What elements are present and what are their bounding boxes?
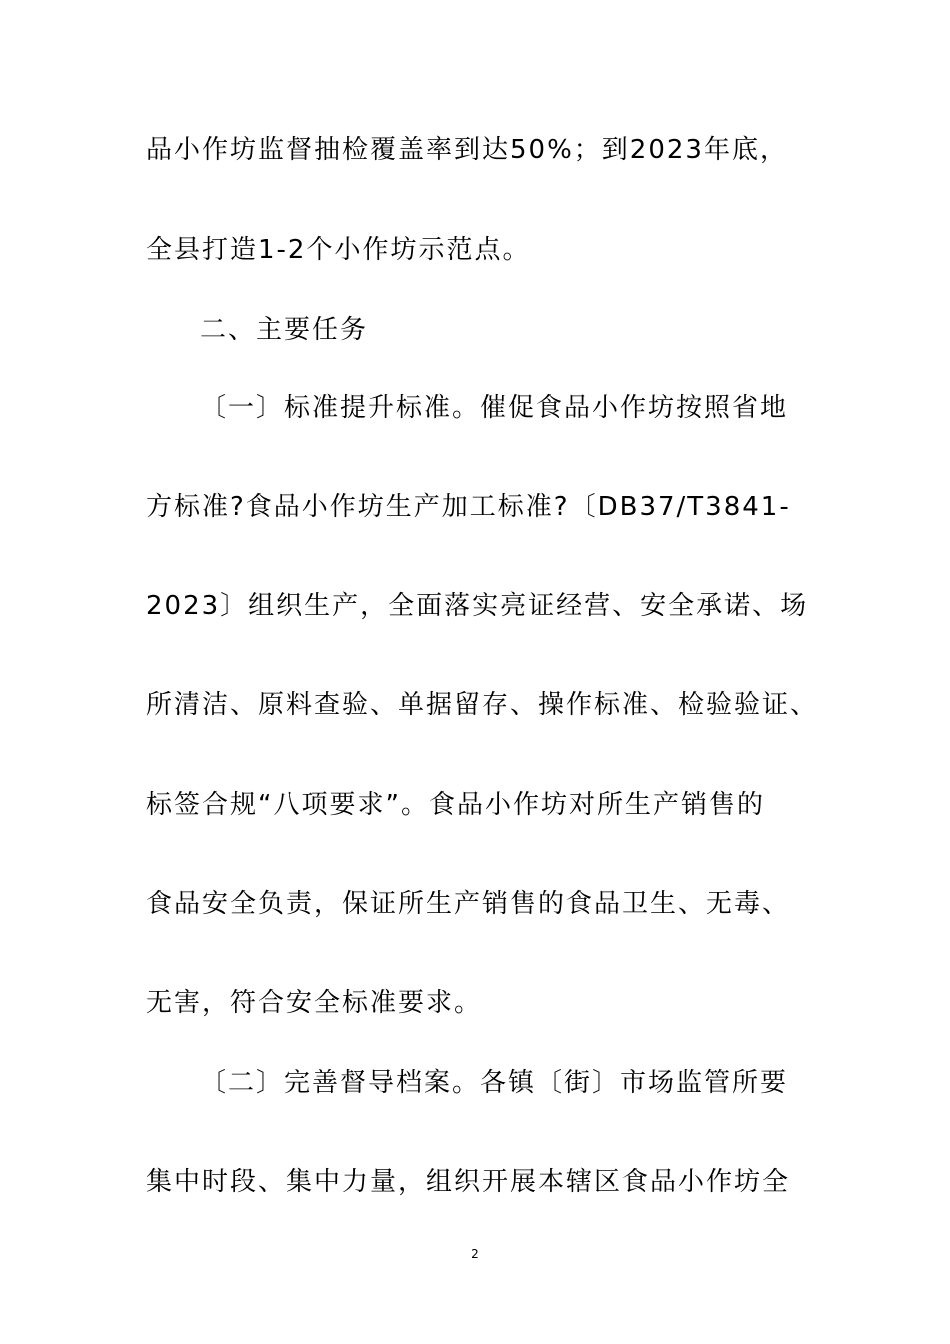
text-line: 所清洁、原料查验、单据留存、操作标准、检验验证、 — [146, 690, 819, 720]
page-number: 2 — [471, 1247, 479, 1261]
text-line: 食品安全负责，保证所生产销售的食品卫生、无毒、 — [146, 889, 791, 919]
text-line: 无害，符合安全标准要求。 — [146, 988, 483, 1018]
text-line: 方标准?食品小作坊生产加工标准?〔DB37/T3841- — [146, 492, 791, 522]
text-line: 〔一〕标准提升标准。催促食品小作坊按照省地 — [200, 393, 789, 423]
text-line: 2023〕组织生产，全面落实亮证经营、安全承诺、场 — [146, 591, 809, 621]
text-line: 〔二〕完善督导档案。各镇〔街〕市场监管所要 — [200, 1068, 789, 1098]
text-line: 品小作坊监督抽检覆盖率到达50%；到2023年底， — [146, 135, 788, 165]
section-heading: 二、主要任务 — [200, 315, 369, 345]
text-line: 全县打造1-2个小作坊示范点。 — [146, 235, 531, 265]
text-line: 集中时段、集中力量，组织开展本辖区食品小作坊全 — [146, 1167, 791, 1197]
text-line: 标签合规“八项要求”。食品小作坊对所生产销售的 — [146, 790, 765, 820]
